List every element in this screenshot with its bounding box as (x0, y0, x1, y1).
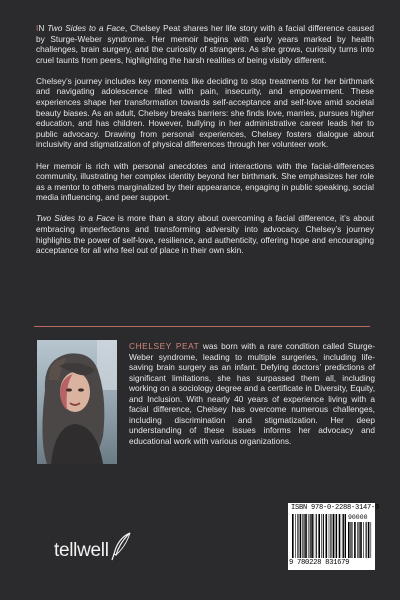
book-title-italic: Two Sides to a Face (47, 23, 125, 33)
section-divider (34, 326, 370, 327)
author-photo (37, 340, 117, 464)
description-paragraph: Her memoir is rich with personal anecdotes and interactions with the facial-differences community, illustrating her complex identity beyond her birthmark. She emphasizes her role as a mentor to others marginalized by their appearance, engaging in public speaking, social media influencing, and peer support. (36, 160, 374, 203)
book-description (36, 23, 374, 266)
drop-cap: I (36, 23, 39, 33)
barcode-addon: 90000 (348, 514, 368, 521)
isbn-label: ISBN 978-0-2288-3147-9 (291, 504, 380, 512)
description-text: N (38, 23, 48, 33)
barcode-number: 9 780228 831679 (289, 559, 350, 567)
book-title-italic: Two Sides to a Face (36, 213, 115, 224)
quill-icon (110, 532, 132, 562)
publisher-logo (54, 534, 144, 564)
addon-bars (348, 522, 372, 558)
description-paragraph: Chelsey’s journey includes key moments like deciding to stop treatments for her birthmark and navigating adolescence filled with pain, insecurity, and empowerment. These experiences shape her transformation towards self-acceptance and self-love amid societal beauty biases. As an adult, Chelsey breaks barriers: she finds love, marries, pursues higher education, and has children. However, bullying in her administrative career leads her to public advocacy. Drawing from personal experiences, Chelsey fosters dialogue about inclusivity and stigmatization of physical differences through her volunteer work. (36, 75, 374, 150)
barcode-bars (292, 514, 346, 558)
description-text: is more than a story about overcoming a facial difference, it’s about embracing imperfections and transforming adversity into advocacy. Chelsey’s journey highlights the power of self-love, resilience, and authenticity, offering hope and encouraging acceptance for all who feel out of place in their own skin. (36, 213, 375, 256)
description-paragraph (36, 23, 374, 65)
author-bio (129, 341, 375, 446)
isbn-barcode (288, 503, 380, 570)
publisher-name: tellwell (54, 540, 109, 561)
description-paragraph (36, 213, 374, 255)
author-name: CHELSEY PEAT (129, 341, 200, 351)
bio-text: was born with a rare condition called Sturge-Weber syndrome, leading to multiple surgeries, including life-saving brain surgery as an infant. Defying doctors’ predictions of significant limitations, she has surpassed them all, including working on a sociology degree and a certificate in Diversity, Equity, and Inclusion. With nearly 40 years of experience living with a facial difference, Chelsey has overcome numerous challenges, including discrimination and stigmatization. Her deep understanding of these issues informs her advocacy and educational work with various organizations. (129, 341, 375, 446)
description-text: , Chelsey Peat shares her life story with a facial difference caused by Sturge-Weber syndrome. Her memoir begins with early years marked by health challenges, brain surgery, and the curiosity of strangers. As she grows, curiosity turns into cruel taunts from peers, highlighting the harsh realities of being visibly different. (36, 23, 374, 65)
